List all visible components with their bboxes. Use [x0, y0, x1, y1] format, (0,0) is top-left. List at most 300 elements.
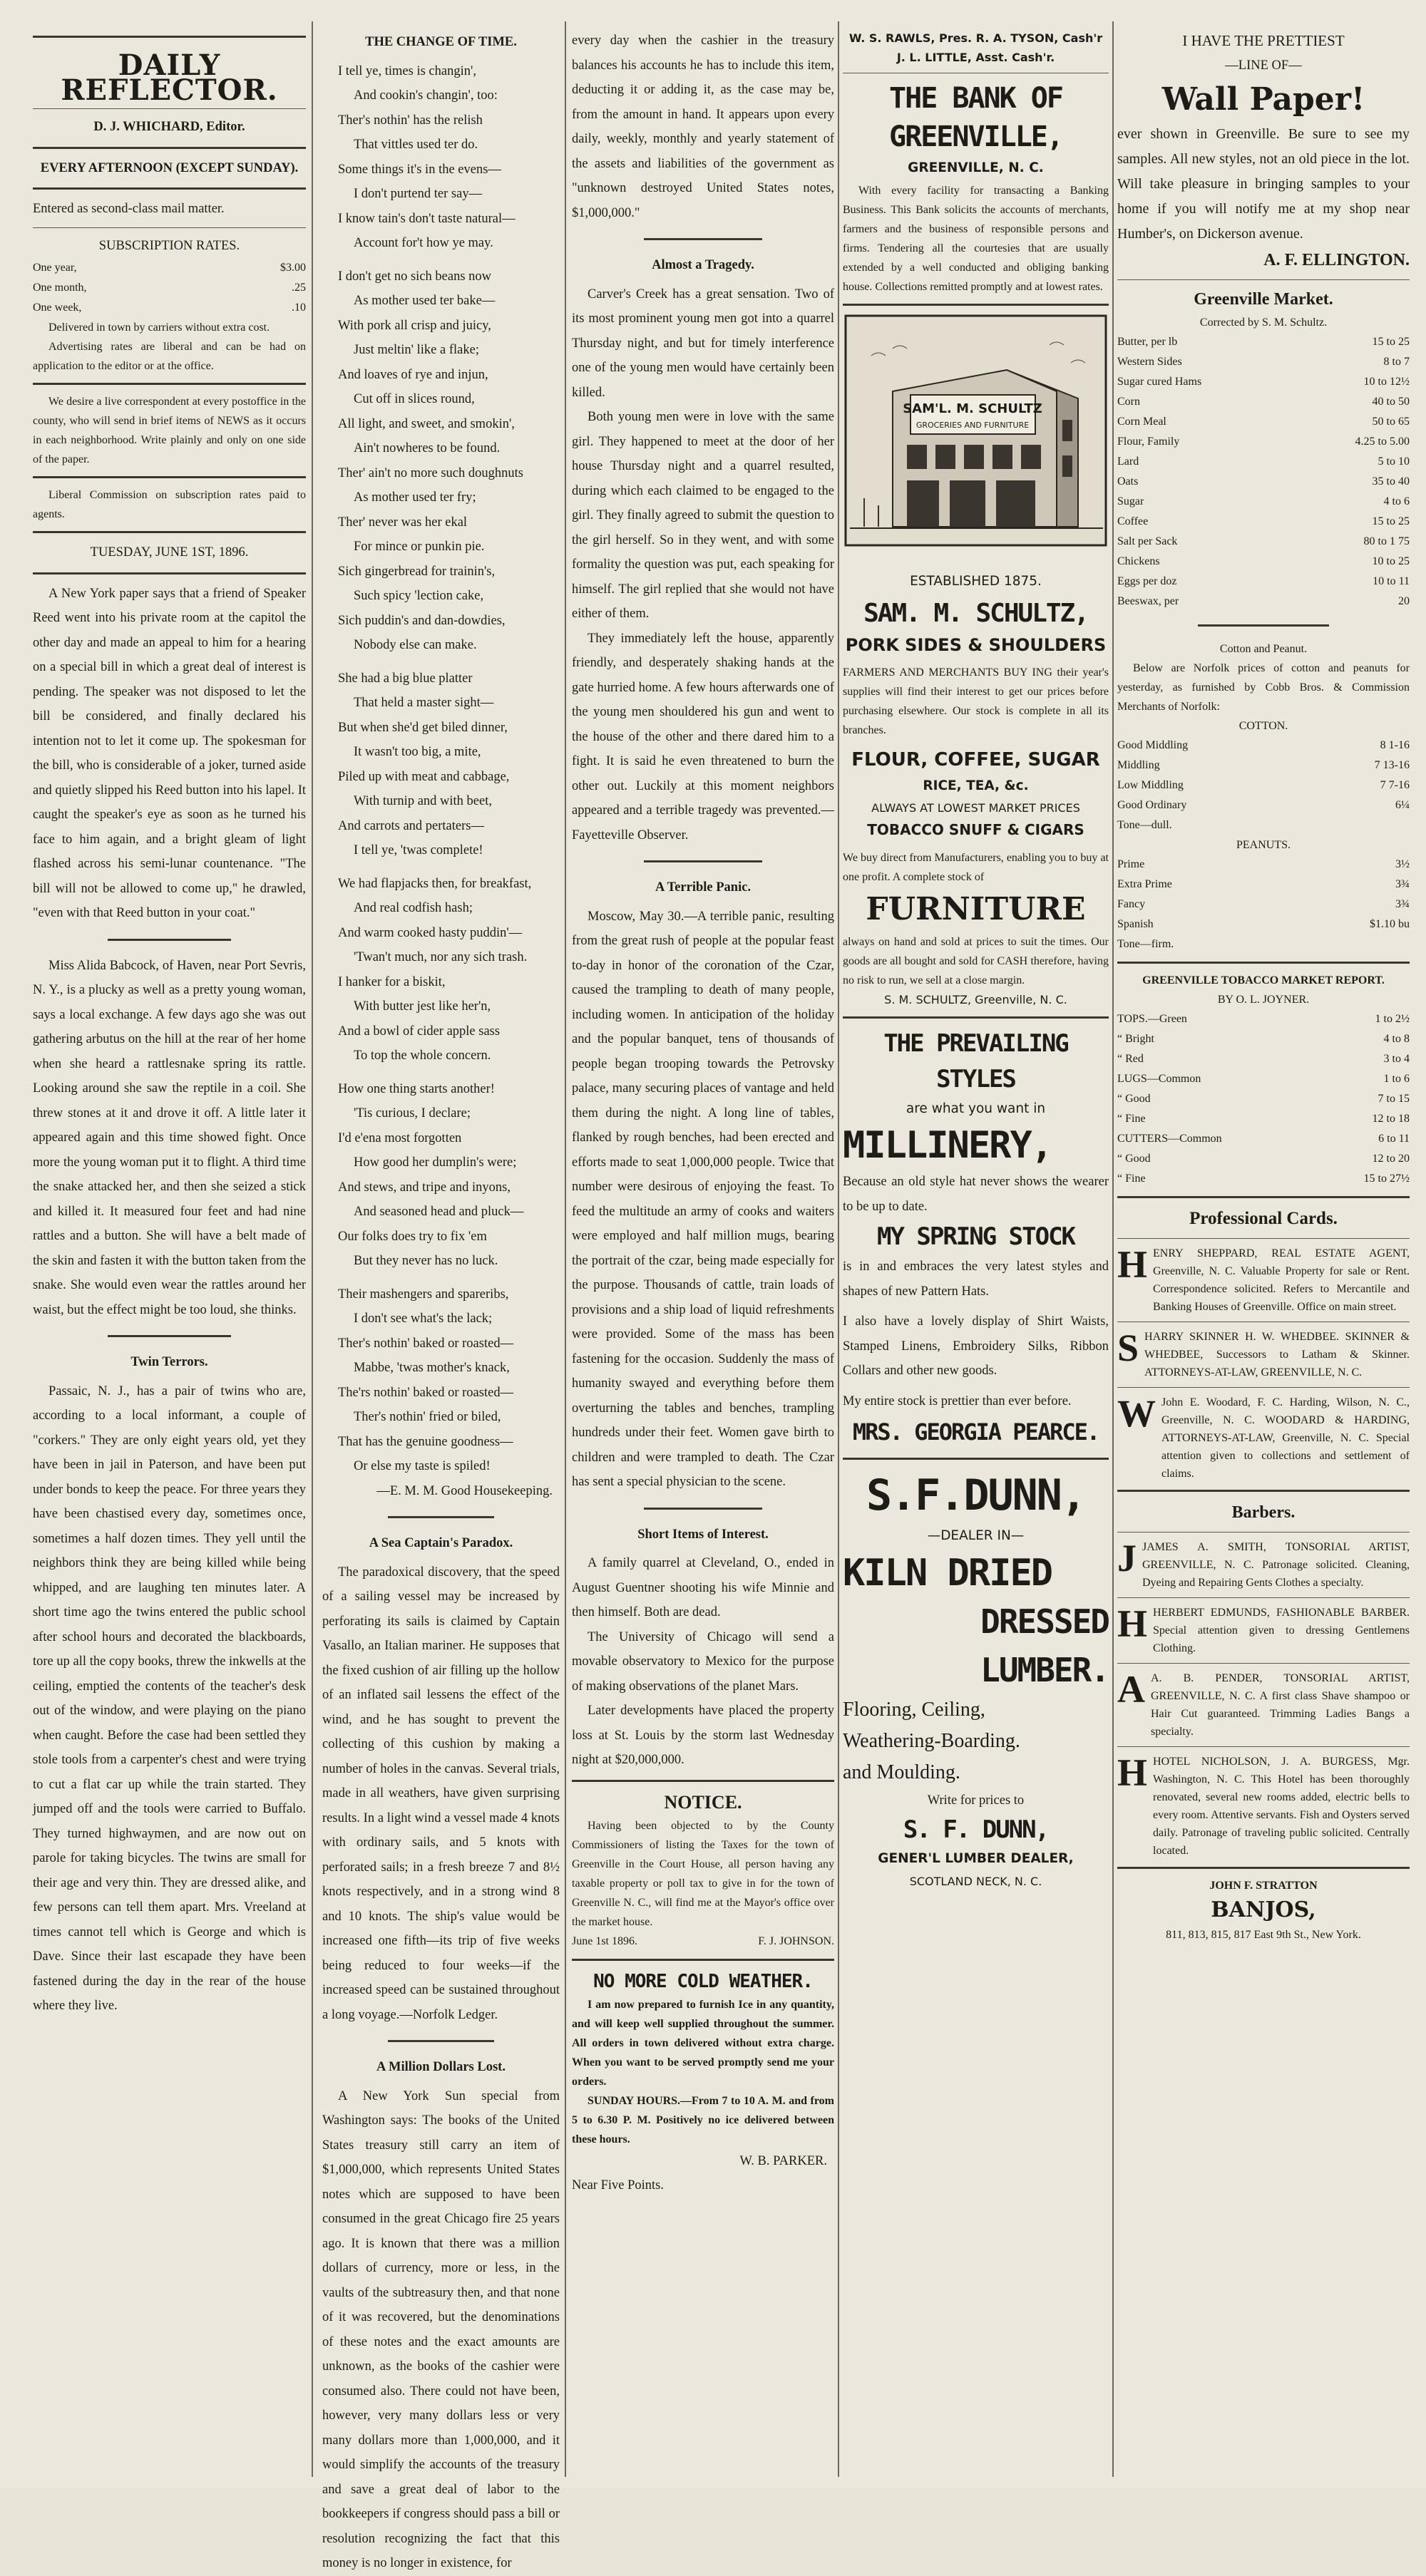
divider: [1117, 1387, 1410, 1388]
price-row: [1117, 452, 1410, 472]
price-item: “ Good: [1117, 1093, 1151, 1105]
barbers-title: Barbers.: [1231, 1503, 1296, 1522]
headline-tragedy: Almost a Tragedy.: [652, 258, 754, 272]
poem-line: With butter jest like her'n,: [354, 999, 491, 1014]
price-row: [1117, 332, 1410, 352]
divider: [843, 304, 1109, 306]
price-item: Spanish: [1117, 918, 1154, 930]
article-twins: Passaic, N. J., has a pair of twins who are, according to a local informant, a couple of "corkers." They are only eight years old, yet they have been in jail in Paterson, and have been put under bonds to keep the peace. For three years they have been chastised every day, sometimes once, sometimes a half dozen times. They yell until the neighbors think they are being killed while being whipped, and are laughing ten minutes later. A short time ago the twins entered the public school after school hours and decorated the blackboards, tore up all the copy books, threw the inkwells at the ceiling, emptied the contents of the teacher's desk out of the window, and were playing on the piano when caught. Before the case had been settled they stole tools from a carpenter's chest and were trying to cut a flat car up while the train started. They jumped off and the tools were carried to Buffalo. They turned highwaymen, and are now out on parole for taking bicycles. The twins are small for their age and very thin. They are dressed alike, and few persons can tell them apart. Mrs. Vreeland at times cannot tell which is George and which is Dave. Since their last escapade they have been fastened during the day in the rear of the house where they live.: [33, 1384, 306, 2013]
price-item: “ Good: [1117, 1153, 1151, 1165]
column-5: [1117, 29, 1410, 2477]
notice-text: Having been objected to by the County Commissioners of listing the Taxes for the town of Greenville in the Court House, all person having any taxable property or poll tax to give in for the town of Greenville N. C., will find me at the Mayor's office over the market house.: [572, 1819, 834, 1928]
divider: [1198, 624, 1330, 627]
price-value: 3½: [1395, 858, 1410, 870]
cold-weather-hours: SUNDAY HOURS.—From 7 to 10 A. M. and from 5 to 6.30 P. M. Positively no ice delivered between these hours.: [572, 2094, 834, 2145]
poem-line: [322, 658, 560, 666]
pearce-signature: MRS. GEORGIA PEARCE.: [852, 1418, 1099, 1446]
headline-million: A Million Dollars Lost.: [376, 2060, 506, 2074]
bank-town: GREENVILLE, N. C.: [908, 160, 1044, 175]
price-value: 50 to 65: [1372, 416, 1410, 428]
price-row: [1117, 1129, 1410, 1149]
column-rule: [312, 21, 313, 2477]
short-item: Later developments have placed the property loss at St. Louis by the storm last Wednesday night at $20,000,000.: [572, 1704, 834, 1767]
article-reed: A New York paper says that a friend of Speaker Reed went into his private room at the capitol the other day and made an appeal to him for a hearing on a special bill in which a great deal of interest is pending. The speaker was not disposed to let the bill be considered, and finally declared his intention not to let it come up. The spokesman for the bill, who is considerable of a joker, turned aside and quietly slipped his Reed button into his lapel. It caught the speaker's eye as soon as he turned his face to him again, and a bright gleam of light flashed across his semi-lunar countenance. "The bill will not be allowed to come up," he drawled, "even with that Reed button in your coat.": [33, 586, 306, 920]
price-value: 10 to 25: [1372, 555, 1410, 567]
price-row: [1117, 572, 1410, 592]
poem-change-of-time: [322, 59, 560, 1479]
poem-line: Their mashengers and spareribs,: [338, 1287, 509, 1302]
peanuts-heading: PEANUTS.: [1236, 839, 1291, 851]
card-pender: A A. B. PENDER, TONSORIAL ARTIST, GREENVILLE, N. C. A first class Shave shampoo or Hair Cut guaranteed. Trimming Ladies Bangs a specialty.: [1117, 1668, 1410, 1738]
price-value: 6¼: [1395, 799, 1410, 811]
poem-line: I tell ye, 'twas complete!: [354, 843, 483, 857]
bank-assistant: J. L. LITTLE, Asst. Cash'r.: [896, 51, 1055, 64]
general-lumber-dealer: GENER'L LUMBER DEALER,: [878, 1851, 1074, 1866]
price-item: LUGS—Common: [1117, 1073, 1201, 1085]
poem-line: It wasn't too big, a mite,: [354, 745, 481, 759]
price-value: 7 7-16: [1380, 779, 1410, 791]
poem-line: But they never has no luck.: [354, 1254, 498, 1268]
schultz-name: SAM. M. SCHULTZ,: [863, 598, 1088, 628]
card-edmunds: H HERBERT EDMUNDS, FASHIONABLE BARBER. Special attention given to dressing Gentlemens Clothing.: [1117, 1602, 1410, 1654]
price-value: 4 to 6: [1383, 495, 1410, 508]
price-row: [1117, 512, 1410, 532]
price-item: Corn Meal: [1117, 416, 1166, 428]
market-title: Greenville Market.: [1194, 290, 1333, 309]
article-million: A New York Sun special from Washington says: The books of the United States treasury still carry an item of $1,000,000, which represents United States notes which are supposed to have been consumed in the great Chicago fire 25 years ago. It is known that there was a million dollars of currency, more or less, in the vaults of the subtreasury then, and that none of it was recovered, but the denominations of these notes and the exact amounts are unknown, as the books of the cashier were consumed also. There could not have been, however, very many dollars less or very many dollars more than 1,000,000, and it would simplify the accounts of the treasury and save a great deal of labor to the bookkeepers if congress should pass a bill or resolution recognizing the fact that this money is no longer in existence, for: [322, 2088, 560, 2570]
divider: [33, 108, 306, 109]
correspondent-note: We desire a live correspondent at every postoffice in the county, who will send in brief items of NEWS as it occurs in each neighborhood. Write plainly and only on one side of the paper.: [33, 396, 306, 465]
every-afternoon: EVERY AFTERNOON (EXCEPT SUNDAY).: [40, 160, 299, 175]
column-3: [572, 29, 834, 2477]
divider: [644, 860, 762, 862]
bank-name: THE BANK OF GREENVILLE,: [889, 82, 1062, 153]
price-item: Extra Prime: [1117, 878, 1172, 890]
divider: [388, 2040, 495, 2042]
rates-note: Delivered in town by carriers without extra cost.: [48, 321, 270, 334]
price-row: [1117, 1049, 1410, 1069]
divider: [33, 476, 306, 478]
poem-line: With turnip and with beet,: [354, 794, 492, 808]
divider: [1117, 1196, 1410, 1198]
divider: [388, 1516, 495, 1518]
lowest-prices: ALWAYS AT LOWEST MARKET PRICES: [871, 801, 1080, 815]
divider: [33, 531, 306, 533]
notice-title: NOTICE.: [664, 1791, 742, 1813]
article-alida: Miss Alida Babcock, of Haven, near Port Sevris, N. Y., is a plucky as well as a pretty young woman, says a local exchange. A few days ago she was out gathering arbutus on the hill at the rear of her home when she heard a rattlesnake spring its rattle. Looking around she saw the reptile in a coil. She threw stones at it and drove it off. A little later it appeared again and this time showed fight. Once more the young woman put it to flight. A third time the snake attacked her, and then she seized a stick and killed it. It measured four feet and had nine rattles and a button. She will have a belt made of the skin and fasten it with the button taken from the snake. She would even wear the rattles around her waist, but the effect might be too loud, she thinks.: [33, 958, 306, 1317]
price-value: 8 to 7: [1383, 356, 1410, 368]
poem-line: And carrots and pertaters—: [338, 818, 484, 833]
price-row: [1117, 552, 1410, 572]
poem-line: Sich puddin's and dan-dowdies,: [338, 613, 506, 628]
poem-line: As mother used ter fry;: [354, 490, 476, 505]
prevailing-title: THE PREVAILING STYLES: [883, 1029, 1068, 1093]
price-row: [1117, 1029, 1410, 1049]
price-item: Sugar cured Hams: [1117, 376, 1202, 388]
price-row: [1117, 532, 1410, 552]
card-woodard: W John E. Woodard, F. C. Harding, Wilson, N. C., Greenville, N. C. WOODARD & HARDING, ATTORNEYS-AT-LAW, Greenville, N. C. Special attention given to collections and settlement of claims.: [1117, 1392, 1410, 1480]
price-item: Beeswax, per: [1117, 595, 1179, 607]
poem-line: Ther' never was her ekal: [338, 515, 468, 530]
headline-captain: A Sea Captain's Paradox.: [369, 1536, 513, 1550]
poem-line: Piled up with meat and cabbage,: [338, 769, 510, 784]
moulding-line: and Moulding.: [843, 1761, 960, 1783]
tobacco-market-title: GREENVILLE TOBACCO MARKET REPORT.: [1142, 974, 1385, 986]
short-item: A family quarrel at Cleveland, O., ended in August Guentner shooting his wife Minnie and then himself. Both are dead.: [572, 1556, 834, 1619]
furniture-text: always on hand and sold at prices to suit the times. Our goods are all bought and sold for CASH therefore, having no risk to run, we sell at a close margin.: [843, 935, 1109, 986]
bank-officers: W. S. RAWLS, Pres. R. A. TYSON, Cash'r: [848, 31, 1103, 45]
price-row: [1117, 412, 1410, 432]
masthead: DAILY REFLECTOR.: [61, 48, 278, 107]
price-item: Coffee: [1117, 515, 1149, 527]
divider: [644, 238, 762, 240]
price-row: [1117, 855, 1410, 875]
because-text: Because an old style hat never shows the wearer to be up to date.: [843, 1175, 1109, 1214]
furniture-signature: S. M. SCHULTZ, Greenville, N. C.: [884, 992, 1067, 1006]
article-captain: The paradoxical discovery, that the speed of a sailing vessel may be increased by perforating its sails is claimed by Captain Vasallo, an Italian mariner. He supposes that the fixed cushion of air filling up the hollow of an inflated sail lessens the effect of the wind, and he has sought to prevent the collecting of this cushion by making a number of holes in the canvas. Several trials, made in all weathers, have given surprising results. In a light wind a vessel made 4 knots with ordinary sails, and 5 knots with perforated sails; in a fresh breeze 7 and 8½ knots respectively, and in a strong wind 8 and 10 knots. The ship's value would be increased one fifth—its trip of five weeks being reduced to four weeks—if the increased speed can be sustained throughout a long voyage.—Norfolk Ledger.: [322, 1565, 560, 2022]
card-skinner: S HARRY SKINNER H. W. WHEDBEE. SKINNER & WHEDBEE, Successors to Latham & Skinner. ATTORNEYS-AT-LAW, GREENVILLE, N. C.: [1117, 1326, 1410, 1379]
poem-line: To top the whole concern.: [354, 1049, 491, 1063]
poem-line: That vittles used ter do.: [354, 138, 478, 152]
poem-line: For mince or punkin pie.: [354, 540, 485, 554]
card-sheppard: H ENRY SHEPPARD, REAL ESTATE AGENT, Greenville, N. C. Valuable Property for sale or Rent. Correspondence solicited. Refers to Mercantile and Banking Houses of Greenville. Office on main street.: [1117, 1243, 1410, 1313]
wallpaper-line: —LINE OF—: [1225, 58, 1302, 73]
millinery-title: MILLINERY,: [843, 1124, 1052, 1167]
price-value: 80 to 1 75: [1363, 535, 1410, 547]
price-item: “ Fine: [1117, 1113, 1146, 1125]
divider: [1117, 279, 1410, 280]
poem-line: [322, 1274, 560, 1282]
price-item: Low Middling: [1117, 779, 1184, 791]
rate-row: One month, .25: [33, 282, 306, 294]
divider: [572, 1780, 834, 1782]
price-item: Fancy: [1117, 898, 1146, 910]
cold-weather-location: Near Five Points.: [572, 2178, 664, 2193]
poem-line: [322, 256, 560, 264]
price-row: [1117, 756, 1410, 776]
spring-text: is in and embraces the very latest styles and shapes of new Pattern Hats.: [843, 1259, 1109, 1299]
price-value: 3¾: [1395, 898, 1410, 910]
issue-date: TUESDAY, JUNE 1ST, 1896.: [90, 545, 249, 560]
divider: [1117, 1867, 1410, 1869]
cotton-price-list: [1117, 736, 1410, 835]
price-row: [1117, 776, 1410, 795]
sfdunn-signature: S. F. DUNN,: [903, 1815, 1049, 1844]
price-row: [1117, 1069, 1410, 1089]
column-rule: [565, 21, 566, 2477]
price-item: Lard: [1117, 455, 1139, 468]
price-row: [1117, 1149, 1410, 1169]
price-item: Middling: [1117, 759, 1160, 771]
price-row: [1117, 352, 1410, 372]
poem-line: That has the genuine goodness—: [338, 1434, 513, 1449]
poem-line: I hanker for a biskit,: [338, 974, 446, 989]
column-rule: [1112, 21, 1114, 2477]
article-million-continued: every day when the cashier in the treasury balances his accounts he has to include this item, deducting it or adding it, as the case may be, from the amount in hand. It appears upon every daily, weekly, monthly and yearly statement of the assets and liabilities of the government as "unknown destroyed United States notes, $1,000,000.": [572, 34, 834, 220]
poem-line: Ain't nowheres to be found.: [354, 441, 501, 455]
price-value: $1.10 bu: [1370, 918, 1410, 930]
established: ESTABLISHED 1875.: [910, 574, 1042, 589]
divider: [33, 227, 306, 228]
notice-footer: June 1st 1896. F. J. JOHNSON.: [572, 1934, 834, 1947]
price-value: 8 1-16: [1380, 739, 1410, 751]
poem-line: Ther's nothin' baked or roasted—: [338, 1336, 514, 1351]
price-row: [1117, 1009, 1410, 1029]
bank-text: With every facility for transacting a Banking Business. This Bank solicits the accounts of merchants, farmers and the business of responsible persons and firms. Tendering all the courtesies that are usually extended by a well conducted and obliging banking house. Collections remitted promptly and at lowest rates.: [843, 184, 1109, 293]
tobacco-market-by: BY O. L. JOYNER.: [1217, 994, 1310, 1006]
price-row: [1117, 934, 1410, 954]
price-item: Tone—firm.: [1117, 938, 1174, 950]
price-row: [1117, 1089, 1410, 1109]
store-sign-sub: GROCERIES AND FURNITURE: [915, 420, 1030, 430]
cold-weather-text: I am now prepared to furnish Ice in any quantity, and will keep well supplied throughout the summer. All orders in town delivered without extra charge. When you want to be served promptly send me your orders.: [572, 1998, 834, 2088]
poem-line: Ther's nothin' has the relish: [338, 113, 483, 128]
poem-line: Just meltin' like a flake;: [354, 343, 479, 357]
headline-twins: Twin Terrors.: [130, 1355, 208, 1369]
price-row: [1117, 1109, 1410, 1129]
store-engraving: [843, 313, 1109, 548]
poem-line: I don't purtend ter say—: [354, 187, 483, 201]
price-item: “ Red: [1117, 1053, 1144, 1065]
card-nicholson: H HOTEL NICHOLSON, J. A. BURGESS, Mgr. Washington, N. C. This Hotel has been thoroughly renovated, several new rooms added, electric bells to every room. Attentive servants. Fish and Oysters served daily. Patronage of traveling public solicited. Centrally located.: [1117, 1751, 1410, 1857]
divider: [1117, 1746, 1410, 1747]
price-item: Butter, per lb: [1117, 336, 1178, 348]
price-value: 7 to 15: [1378, 1093, 1410, 1105]
price-item: Prime: [1117, 858, 1145, 870]
furniture-title: FURNITURE: [866, 890, 1086, 927]
price-item: Flour, Family: [1117, 436, 1180, 448]
price-value: 1 to 2½: [1375, 1013, 1410, 1025]
headline-poem: THE CHANGE OF TIME.: [365, 35, 517, 49]
price-row: [1117, 875, 1410, 895]
wallpaper-title: Wall Paper!: [1161, 81, 1365, 118]
divider: [644, 1508, 762, 1510]
poem-line: I don't see what's the lack;: [354, 1312, 493, 1326]
column-rule: [838, 21, 839, 2477]
price-value: 5 to 10: [1378, 455, 1410, 468]
price-value: 40 to 50: [1372, 396, 1410, 408]
divider: [33, 36, 306, 38]
poem-line: And a bowl of cider apple sass: [338, 1024, 501, 1039]
price-value: 10 to 12½: [1363, 376, 1410, 388]
column-1: [33, 29, 306, 2477]
headline-short-items: Short Items of Interest.: [637, 1527, 769, 1542]
divider: [33, 383, 306, 385]
poem-line: Some things it's in the evens—: [338, 162, 501, 177]
price-item: Corn: [1117, 396, 1140, 408]
poem-line: As mother used ter bake—: [354, 294, 496, 308]
weather-boarding-line: Weathering-Boarding.: [843, 1729, 1020, 1752]
price-item: “ Bright: [1117, 1033, 1154, 1045]
price-value: 3¾: [1395, 878, 1410, 890]
price-item: “ Fine: [1117, 1173, 1146, 1185]
divider: [1117, 962, 1410, 964]
poem-line: With pork all crisp and juicy,: [338, 318, 491, 333]
divider: [1117, 1663, 1410, 1664]
ellington-signature: A. F. ELLINGTON.: [1263, 251, 1410, 269]
are-what-line: are what you want in: [906, 1101, 1046, 1116]
entered-note: Entered as second-class mail matter.: [33, 202, 225, 216]
price-value: 3 to 4: [1383, 1053, 1410, 1065]
price-row: [1117, 895, 1410, 915]
price-row: [1117, 915, 1410, 934]
cotton-note: Below are Norfolk prices of cotton and peanuts for yesterday, as furnished by Cobb Bros. & Commission Merchants of Norfolk:: [1117, 662, 1410, 713]
poem-line: We had flapjacks then, for breakfast,: [338, 876, 532, 891]
poem-line: That held a master sight—: [354, 696, 494, 710]
price-row: [1117, 432, 1410, 452]
dunn-title: S.F.DUNN,: [866, 1470, 1086, 1520]
wallpaper-intro: I HAVE THE PRETTIEST: [1182, 32, 1345, 49]
article-tragedy: Both young men were in love with the same girl. They happened to meet at the door of her house Thursday night and a quarrel resulted, during which each claimed to be engaged to the girl. They finally agreed to submit the question to the girl herself. So in they went, and with some formality the question was put, each speaking for himself. The girl replied that she would not have either of them.: [572, 410, 834, 621]
poem-line: And cookin's changin', too:: [354, 88, 498, 103]
poem-line: I don't get no sich beans now: [338, 269, 492, 284]
poem-line: How one thing starts another!: [338, 1081, 495, 1096]
write-line: Write for prices to: [927, 1793, 1025, 1808]
rice-line: RICE, TEA, &c.: [923, 778, 1029, 793]
poem-signature: —E. M. M. Good Housekeeping.: [376, 1483, 553, 1498]
price-row: [1117, 472, 1410, 492]
poem-line: Or else my taste is spiled!: [354, 1459, 491, 1473]
poem-line: I'd e'ena most forgotten: [338, 1130, 462, 1145]
short-item: The University of Chicago will send a movable observatory to Mexico for the purpose of making observations of the planet Mars.: [572, 1629, 834, 1694]
poem-line: 'Tis curious, I declare;: [354, 1106, 471, 1120]
store-sign: SAM'L. M. SCHULTZ: [903, 401, 1042, 416]
price-value: 7 13-16: [1374, 759, 1410, 771]
price-value: 4 to 8: [1383, 1033, 1410, 1045]
column-4: [843, 29, 1109, 2477]
poem-line: [322, 1068, 560, 1077]
article-panic: Moscow, May 30.—A terrible panic, resulting from the great rush of people at the popular feast to-day in honor of the coronation of the Czar, caused the trampling to death of many people, including women. In anticipation of the holiday and the popular banquet, tens of thousands of people began trooping towards the Petrovsky palace, many securing places of vantage and held them during the night. A long line of tables, flanked by rough benches, had been erected and efforts made to seat 1,000,000 people. Twice that number were desirous of enjoying the feast. To feed the multitude an army of cooks and waiters were employed and half million mugs, bearing the portrait of the czar, being made especially for the purpose. Thousands of cattle, train loads of provisions and a ship load of liquid refreshments were provided. Some of the mass has been fastening for the occasion. Suddenly the mass of humanity swayed and everything before them overturning the tables and benches, trampling hundreds under their feet. Women gave birth to children and were trampled to death. The Czar has sent a special physician to the scene.: [572, 909, 834, 1489]
divider: [1117, 1597, 1410, 1598]
poem-line: I know tain's don't taste natural—: [338, 211, 515, 226]
divider: [108, 1335, 230, 1337]
poem-line: And warm cooked hasty puddin'—: [338, 925, 523, 940]
price-value: 35 to 40: [1372, 475, 1410, 488]
dealer-line: —DEALER IN—: [927, 1528, 1025, 1543]
divider: [1117, 1490, 1410, 1492]
peanut-price-list: [1117, 855, 1410, 954]
divider: [33, 147, 306, 149]
price-row: [1117, 392, 1410, 412]
price-row: [1117, 1169, 1410, 1189]
scotland-neck: SCOTLAND NECK, N. C.: [909, 1874, 1042, 1888]
poem-line: [322, 863, 560, 872]
poem-line: All light, and sweet, and smokin',: [338, 416, 515, 431]
card-smith: J JAMES A. SMITH, TONSORIAL ARTIST, GREENVILLE, N. C. Patronage solicited. Cleaning, Dyeing and Repairing Gents Clothes a specialty.: [1117, 1537, 1410, 1589]
price-item: Western Sides: [1117, 356, 1182, 368]
poem-line: Cut off in slices round,: [354, 392, 475, 406]
professional-cards-title: Professional Cards.: [1189, 1209, 1338, 1228]
subscription-title: SUBSCRIPTION RATES.: [98, 238, 240, 253]
price-row: [1117, 815, 1410, 835]
price-row: [1117, 492, 1410, 512]
poem-line: And loaves of rye and injun,: [338, 367, 488, 382]
flour-line: FLOUR, COFFEE, SUGAR: [851, 748, 1100, 771]
article-tragedy: They immediately left the house, apparently friendly, and desperately shaking hands at the gate hurried home. A few hours afterwards one of the young men shouldered his gun and went to the house of the other and there dared him to a fight. It is said he even threatened to burn the other out. Luckily at this moment neighbors appeared and a terrible tragedy was prevented.—Fayetteville Observer.: [572, 631, 834, 843]
stratton-address: 811, 813, 815, 817 East 9th St., New York.: [1166, 1929, 1361, 1941]
price-row: [1117, 372, 1410, 392]
entire-stock-text: My entire stock is prettier than ever before.: [843, 1393, 1072, 1408]
tobacco-line: TOBACCO SNUFF & CIGARS: [867, 821, 1084, 838]
price-row: [1117, 736, 1410, 756]
price-item: TOPS.—Green: [1117, 1013, 1187, 1025]
poem-line: And stews, and tripe and inyons,: [338, 1180, 511, 1195]
display-text: I also have a lovely display of Shirt Waists, Stamped Linens, Embroidery Silks, Ribbon Collars and other new goods.: [843, 1314, 1109, 1378]
poem-line: Such spicy 'lection cake,: [354, 589, 484, 603]
farmers-text: FARMERS AND MERCHANTS BUY ING their year's supplies will find their interest to get our prices before purchasing elsewhere. Our stock is complete in all its branches.: [843, 666, 1109, 736]
divider: [33, 187, 306, 190]
price-value: 1 to 6: [1383, 1073, 1410, 1085]
divider: [572, 1959, 834, 1961]
price-value: 20: [1398, 595, 1410, 607]
article-tragedy: Carver's Creek has a great sensation. Two of its most prominent young men got into a quarrel Thursday night, and but for timely interference one of the young men would have certainly been killed.: [572, 287, 834, 400]
advertising-note: Advertising rates are liberal and can be had on application to the editor or at the office.: [33, 341, 306, 372]
price-row: [1117, 795, 1410, 815]
market-corrected: Corrected by S. M. Schultz.: [1199, 316, 1328, 329]
poem-line: Our folks does try to fix 'em: [338, 1229, 487, 1244]
price-item: Good Middling: [1117, 739, 1189, 751]
price-item: Chickens: [1117, 555, 1160, 567]
cotton-heading: COTTON.: [1238, 720, 1288, 732]
price-value: 6 to 11: [1378, 1133, 1410, 1145]
headline-panic: A Terrible Panic.: [655, 880, 752, 895]
flooring-line: Flooring, Ceiling,: [843, 1698, 985, 1721]
price-item: Good Ordinary: [1117, 799, 1187, 811]
price-item: Oats: [1117, 475, 1139, 488]
cold-weather-signature: W. B. PARKER.: [739, 2153, 827, 2168]
column-2: [322, 29, 560, 2570]
stratton-name: JOHN F. STRATTON: [1209, 1880, 1318, 1892]
cotton-title: Cotton and Peanut.: [1219, 643, 1308, 655]
poem-line: Ther' ain't no more such doughnuts: [338, 465, 523, 480]
price-item: CUTTERS—Common: [1117, 1133, 1222, 1145]
price-row: [1117, 592, 1410, 612]
poem-line: She had a big blue platter: [338, 671, 473, 686]
editor-line: D. J. WHICHARD, Editor.: [93, 120, 245, 134]
price-value: 15 to 25: [1372, 336, 1410, 348]
price-value: 15 to 25: [1372, 515, 1410, 527]
divider: [843, 1458, 1109, 1460]
poem-line: Mabbe, 'twas mother's knack,: [354, 1361, 510, 1375]
divider: [108, 939, 230, 941]
price-value: 12 to 20: [1372, 1153, 1410, 1165]
direct-text: We buy direct from Manufacturers, enabling you to buy at one profit. A complete stock of: [843, 851, 1109, 883]
rate-row: One year, $3.00: [33, 262, 306, 274]
commission-note: Liberal Commission on subscription rates paid to agents.: [33, 489, 306, 520]
kiln-dried-title: KILN DRIED: [843, 1551, 1052, 1594]
price-item: Salt per Sack: [1117, 535, 1178, 547]
poem-line: 'Twan't much, nor any sich trash.: [354, 950, 528, 964]
poem-line: Account for't how ye may.: [354, 236, 493, 250]
dressed-lumber-title: DRESSED LUMBER.: [980, 1602, 1109, 1689]
market-price-list: [1117, 332, 1410, 612]
poem-line: Sich gingerbread for trainin's,: [338, 564, 496, 579]
price-value: 10 to 11: [1373, 575, 1410, 587]
poem-line: The'rs nothin' baked or roasted—: [338, 1385, 514, 1400]
poem-line: But when she'd get biled dinner,: [338, 720, 508, 735]
divider: [33, 572, 306, 575]
price-item: Sugar: [1117, 495, 1144, 508]
poem-line: Ther's nothin' fried or biled,: [354, 1410, 501, 1424]
pork-line: PORK SIDES & SHOULDERS: [845, 634, 1107, 655]
wallpaper-text: ever shown in Greenville. Be sure to see my samples. All new styles, not an old piece in the lot. Will take pleasure in bringing samples to your home if you will notify me at my shop near Humber's, on Dickerson avenue.: [1117, 126, 1410, 242]
divider: [1117, 1238, 1410, 1239]
banjos-title: BANJOS,: [1211, 1897, 1316, 1922]
spring-stock-title: MY SPRING STOCK: [876, 1222, 1075, 1251]
tobacco-price-list: [1117, 1009, 1410, 1189]
poem-line: And seasoned head and pluck—: [354, 1205, 524, 1219]
cold-weather-title: NO MORE COLD WEATHER.: [593, 1970, 813, 1992]
